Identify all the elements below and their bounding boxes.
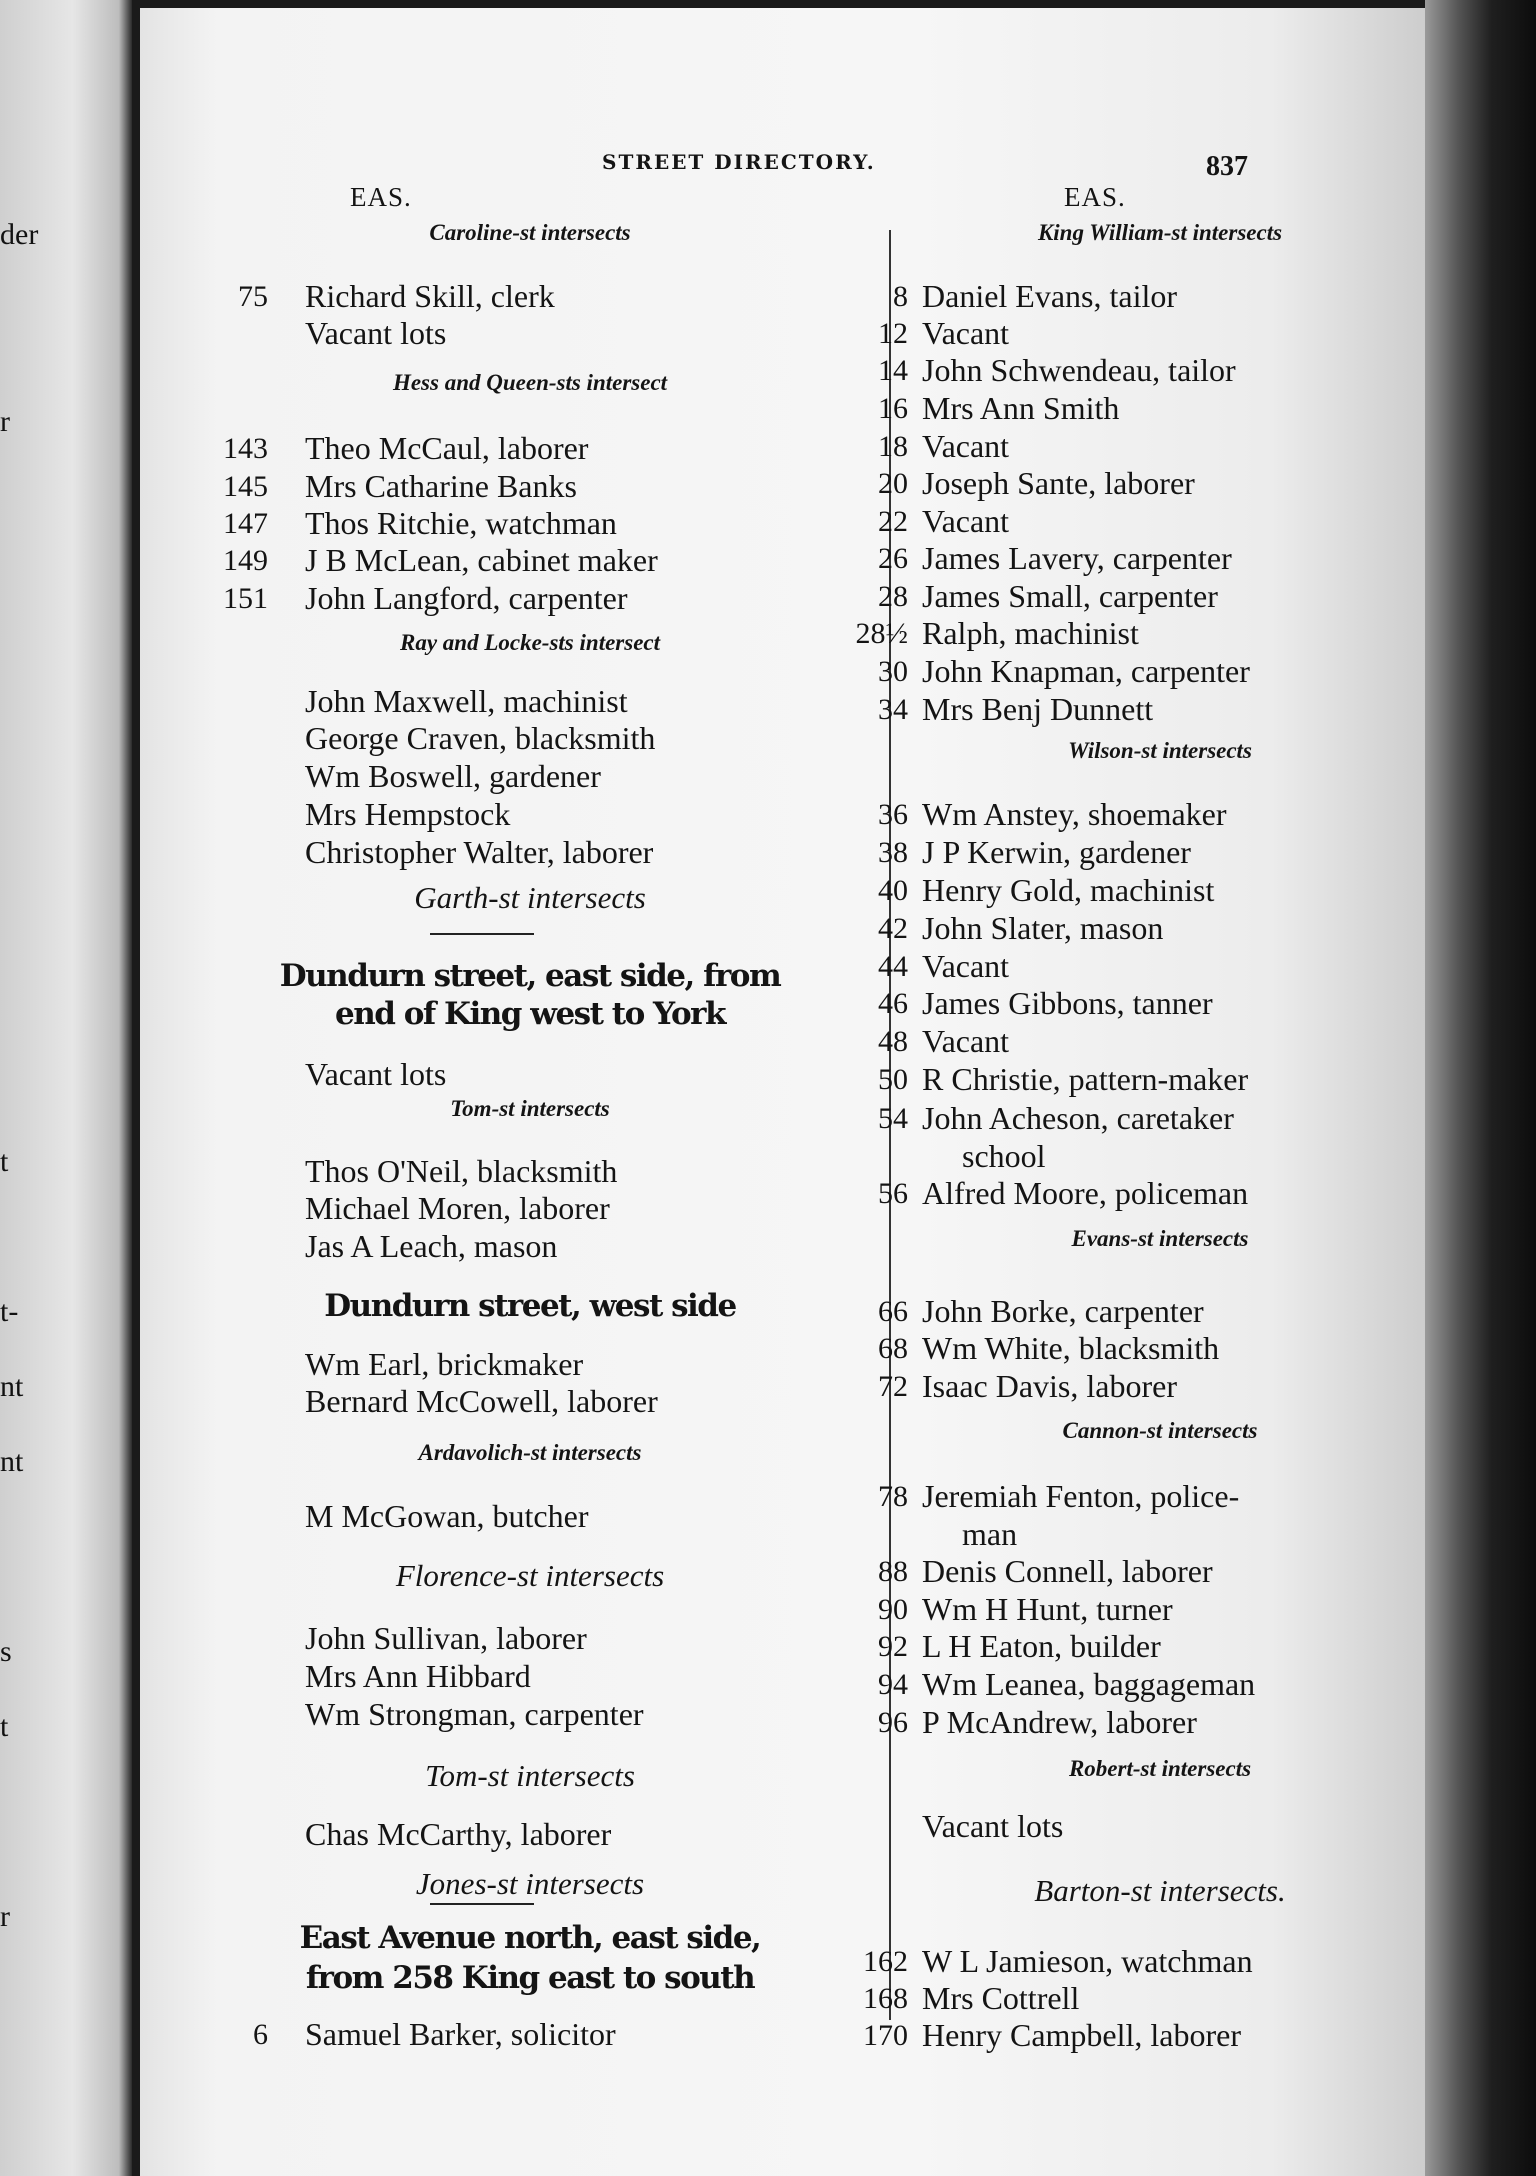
directory-entry: Chas McCarthy, laborer: [305, 1816, 612, 1852]
house-number: 143: [223, 432, 268, 465]
directory-entry: Wm H Hunt, turner: [922, 1591, 1173, 1627]
directory-entry: Wm Boswell, gardener: [305, 758, 601, 794]
section-rule: [430, 1903, 534, 1905]
house-number: 16: [878, 392, 908, 425]
directory-entry: Thos Ritchie, watchman: [305, 505, 617, 541]
directory-entry: L H Eaton, builder: [922, 1628, 1161, 1664]
house-number: 6: [253, 2018, 268, 2051]
directory-entry: Mrs Catharine Banks: [305, 468, 577, 504]
margin-fragment: nt: [0, 1370, 24, 1403]
intersection-heading: Caroline-st intersects: [429, 220, 631, 245]
directory-entry: John Sullivan, laborer: [305, 1620, 587, 1656]
directory-entry: school: [962, 1138, 1046, 1174]
intersection-heading: King William-st intersects: [1037, 220, 1283, 245]
directory-entry: Mrs Ann Hibbard: [305, 1658, 531, 1694]
intersection-heading: Evans-st intersects: [1071, 1226, 1249, 1251]
house-number: 12: [878, 317, 908, 350]
margin-fragment: t: [0, 1710, 9, 1743]
directory-entry: J B McLean, cabinet maker: [305, 542, 658, 578]
directory-entry: Ralph, machinist: [922, 615, 1139, 651]
directory-entry: R Christie, pattern-maker: [922, 1061, 1249, 1097]
directory-entry: Richard Skill, clerk: [305, 278, 555, 314]
intersection-heading: Florence-st intersects: [395, 1558, 665, 1593]
house-number: 168: [863, 1982, 908, 2015]
directory-entry: Bernard McCowell, laborer: [305, 1383, 658, 1419]
house-number: 54: [878, 1102, 908, 1135]
intersection-heading: Jones-st intersects: [415, 1866, 645, 1901]
house-number: 147: [223, 507, 268, 540]
directory-entry: John Maxwell, machinist: [305, 683, 628, 719]
house-number: 44: [878, 950, 908, 983]
intersection-heading: Ray and Locke-sts intersect: [400, 630, 660, 655]
house-number: 75: [238, 280, 268, 313]
house-number: 92: [878, 1630, 908, 1663]
directory-entry: Vacant: [922, 315, 1010, 351]
section-heading: East Avenue north, east side,: [299, 1920, 761, 1956]
house-number: 78: [878, 1480, 908, 1513]
intersection-heading: Ardavolich-st intersects: [418, 1440, 642, 1465]
house-number: 48: [878, 1025, 908, 1058]
section-heading: from 258 King east to south: [305, 1960, 755, 1996]
left-column-head: EAS.: [350, 182, 412, 212]
house-number: 68: [878, 1332, 908, 1365]
margin-fragment: r: [0, 405, 10, 438]
house-number: 56: [878, 1177, 908, 1210]
directory-entry: John Knapman, carpenter: [922, 653, 1250, 689]
intersection-heading: Garth-st intersects: [414, 880, 646, 915]
directory-entry: Mrs Hempstock: [305, 796, 511, 832]
directory-entry: Wm White, blacksmith: [922, 1330, 1220, 1366]
directory-page: [140, 8, 1425, 2176]
house-number: 96: [878, 1706, 908, 1739]
directory-entry: Wm Earl, brickmaker: [305, 1346, 584, 1382]
house-number: 149: [223, 544, 268, 577]
intersection-heading: Barton-st intersects.: [1034, 1873, 1286, 1908]
directory-entry: J P Kerwin, gardener: [922, 834, 1191, 870]
directory-entry: Christopher Walter, laborer: [305, 834, 654, 870]
house-number: 38: [878, 836, 908, 869]
directory-entry: Vacant: [922, 428, 1010, 464]
house-number: 66: [878, 1295, 908, 1328]
section-rule: [430, 933, 534, 935]
directory-entry: James Small, carpenter: [922, 578, 1218, 614]
house-number: 28: [878, 580, 908, 613]
directory-entry: Mrs Benj Dunnett: [922, 691, 1154, 727]
margin-fragment: der: [0, 218, 39, 251]
house-number: 8: [893, 280, 908, 313]
section-heading: end of King west to York: [335, 996, 725, 1032]
directory-entry: Wm Leanea, baggageman: [922, 1666, 1256, 1702]
house-number: 34: [878, 693, 908, 726]
directory-entry: Wm Anstey, shoemaker: [922, 796, 1227, 832]
margin-fragment: t: [0, 1145, 9, 1178]
directory-entry: John Borke, carpenter: [922, 1293, 1204, 1329]
book-binding: [1425, 0, 1536, 2176]
directory-entry: Wm Strongman, carpenter: [305, 1696, 644, 1732]
directory-entry: Vacant lots: [305, 315, 447, 351]
house-number: 94: [878, 1668, 908, 1701]
margin-fragment: s: [0, 1635, 12, 1668]
house-number: 88: [878, 1555, 908, 1588]
house-number: 30: [878, 655, 908, 688]
house-number: 36: [878, 798, 908, 831]
directory-entry: Mrs Cottrell: [922, 1980, 1080, 2016]
house-number: 162: [863, 1945, 908, 1978]
running-title: STREET DIRECTORY.: [602, 150, 876, 174]
directory-entry: Samuel Barker, solicitor: [305, 2016, 616, 2052]
directory-entry: John Slater, mason: [922, 910, 1164, 946]
directory-entry: Henry Gold, machinist: [922, 872, 1215, 908]
margin-fragment: t-: [0, 1295, 19, 1328]
house-number: 28½: [855, 617, 908, 650]
directory-entry: Vacant: [922, 948, 1010, 984]
directory-entry: Jeremiah Fenton, police-: [922, 1478, 1240, 1514]
intersection-heading: Cannon-st intersects: [1062, 1418, 1258, 1443]
house-number: 151: [223, 582, 268, 615]
house-number: 46: [878, 987, 908, 1020]
directory-entry: Jas A Leach, mason: [305, 1228, 558, 1264]
directory-entry: John Acheson, caretaker: [922, 1100, 1234, 1136]
house-number: 26: [878, 542, 908, 575]
intersection-heading: Robert-st intersects: [1068, 1756, 1252, 1781]
directory-entry: Isaac Davis, laborer: [922, 1368, 1177, 1404]
right-column-head: EAS.: [1064, 182, 1126, 212]
directory-entry: Michael Moren, laborer: [305, 1190, 610, 1226]
section-heading: Dundurn street, east side, from: [279, 958, 781, 994]
house-number: 42: [878, 912, 908, 945]
directory-entry: James Lavery, carpenter: [922, 540, 1232, 576]
directory-entry: James Gibbons, tanner: [922, 985, 1213, 1021]
house-number: 18: [878, 430, 908, 463]
directory-entry: man: [962, 1516, 1018, 1552]
margin-fragment: r: [0, 1900, 10, 1933]
house-number: 22: [878, 505, 908, 538]
house-number: 170: [863, 2019, 908, 2052]
intersection-heading: Hess and Queen-sts intersect: [392, 370, 668, 395]
section-heading: Dundurn street, west side: [324, 1288, 736, 1324]
house-number: 72: [878, 1370, 908, 1403]
directory-entry: M McGowan, butcher: [305, 1498, 589, 1534]
directory-entry: Thos O'Neil, blacksmith: [305, 1153, 618, 1189]
house-number: 145: [223, 470, 268, 503]
intersection-heading: Wilson-st intersects: [1068, 738, 1252, 763]
adjacent-page-edge: [0, 0, 132, 2176]
directory-entry: W L Jamieson, watchman: [922, 1943, 1253, 1979]
house-number: 14: [878, 354, 908, 387]
directory-entry: Joseph Sante, laborer: [922, 465, 1195, 501]
directory-entry: Vacant: [922, 503, 1010, 539]
directory-entry: John Schwendeau, tailor: [922, 352, 1236, 388]
directory-entry: Vacant lots: [305, 1056, 447, 1092]
house-number: 20: [878, 467, 908, 500]
directory-entry: Mrs Ann Smith: [922, 390, 1120, 426]
directory-entry: Theo McCaul, laborer: [305, 430, 589, 466]
directory-entry: Henry Campbell, laborer: [922, 2017, 1241, 2053]
house-number: 50: [878, 1063, 908, 1096]
house-number: 40: [878, 874, 908, 907]
directory-entry: P McAndrew, laborer: [922, 1704, 1197, 1740]
intersection-heading: Tom-st intersects: [425, 1758, 635, 1793]
page-number: 837: [1206, 151, 1248, 182]
directory-entry: Denis Connell, laborer: [922, 1553, 1213, 1589]
directory-entry: George Craven, blacksmith: [305, 720, 656, 756]
directory-entry: John Langford, carpenter: [305, 580, 628, 616]
directory-entry: Vacant lots: [922, 1808, 1064, 1844]
directory-entry: Alfred Moore, policeman: [922, 1175, 1249, 1211]
intersection-heading: Tom-st intersects: [450, 1096, 610, 1121]
directory-entry: Daniel Evans, tailor: [922, 278, 1178, 314]
margin-fragment: nt: [0, 1445, 24, 1478]
house-number: 90: [878, 1593, 908, 1626]
directory-entry: Vacant: [922, 1023, 1010, 1059]
